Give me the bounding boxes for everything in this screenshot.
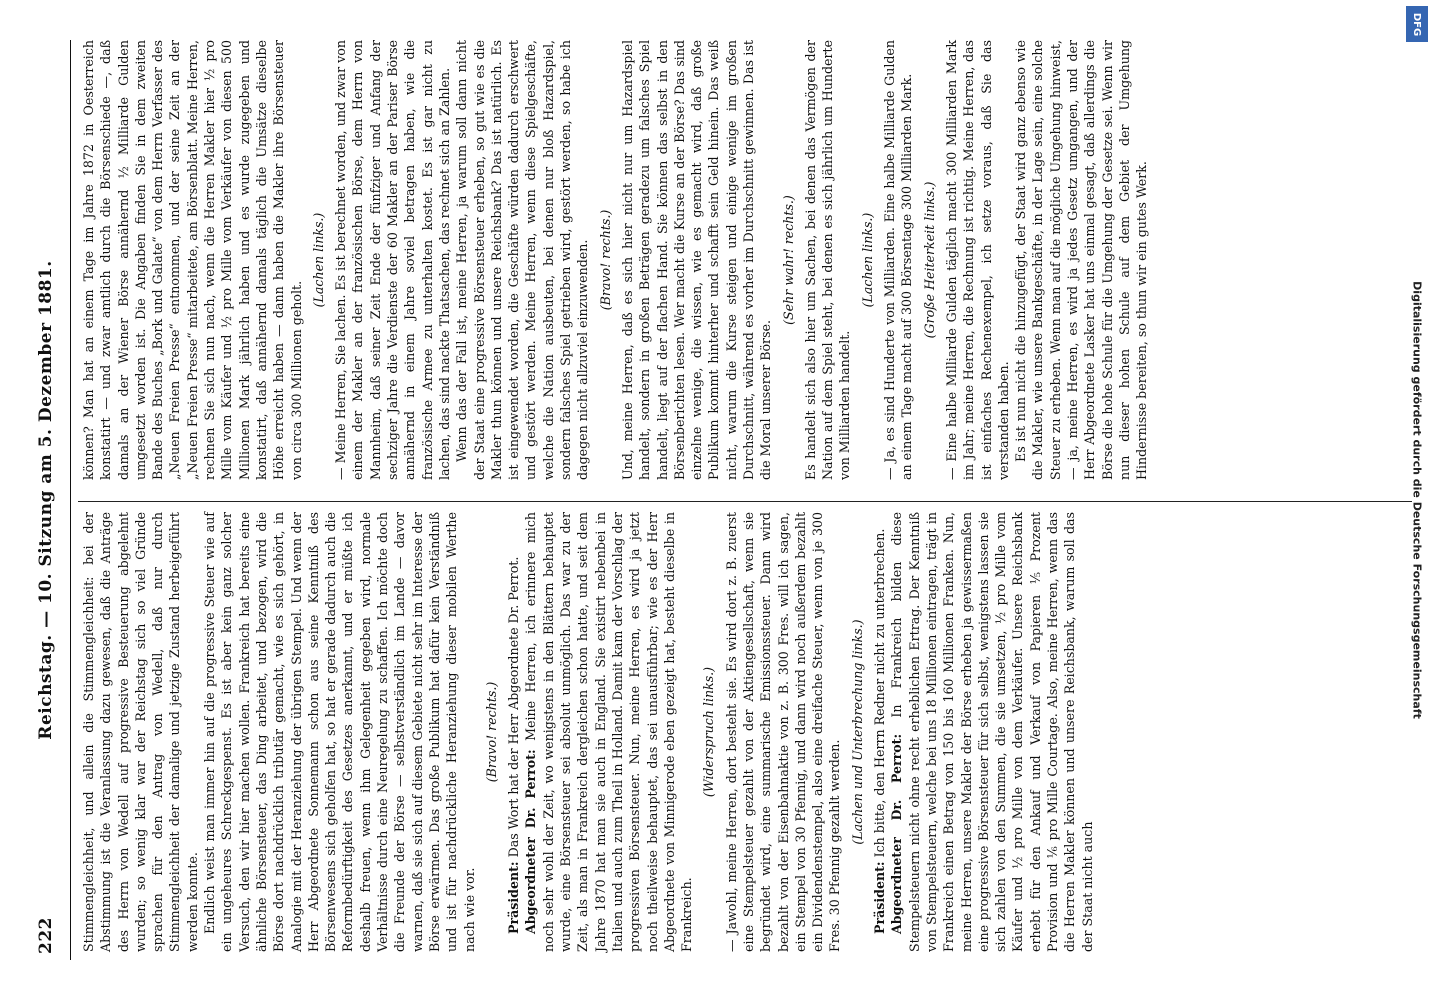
body-paragraph: Stimmengleichheit, und allein die Stimmengleichheit: bei der Abstimmung ist die Veranlassung dazu gewesen, daß die Anträge des Herrn von Wedell auf progressive Besteuerung abgelehnt wurden; so wenig klar war der Reichstag sich so viel Gründe sprachen für den Antrag von Wedell, daß nur durch Stimmengleichheit der damalige und jetzige Zustand herbeigeführt werden konnte. xyxy=(81,512,200,952)
body-paragraph: Endlich weist man immer hin auf die progressive Steuer wie auf ein ungeheures Schreckgespenst. Es ist aber kein ganz solcher Versuch, den wir hier machen wollen. Frankreich hat bereits eine ähnliche Börsensteuer, das Ding arbeitet, und bezogen, wird die Börse dort nachdrücklich tributär gemacht, wie es sich gehört, in Analogie mit der Heranziehung der übrigen Stempel. Und wenn der Herr Abgeordnete Sonnemann schon aus seine Kenntniß des Börsenwesens sich geholfen hat, so hat er gerade dadurch auch die Reformbedürftigkeit des Gesetzes anerkannt, und er müßte ich deshalb freuen, wenn ihm Gelegenheit gegeben wird, normale Verhältnisse durch eine Neuregelung zu schaffen. Ich möchte doch die Freunde der Börse — selbstverständlich im Lande — davor warnen, daß sie sich auf diesem Gebiete nicht sehr im Interesse der Börse erwärmen. Das große Publikum hat dafür kein Verständniß und ist für nachdrückliche Heranziehung dieser mobilen Werthe nach wie vor. xyxy=(202,512,477,952)
reaction-note: (Bravo! rechts.) xyxy=(597,209,613,311)
body-paragraph: — Meine Herren, Sie lachen. Es ist berechnet worden, und zwar von einem der Makler an der französischen Börse, dem Herrn von Mannheim, daß seiner Zeit Ende der fünfziger und Anfang der sechziger Jahre die Verdienste der 60 Makler an der Pariser Börse annähernd in einem Jahre soviel betragen haben, wie die französische Armee zu unterhalten kostet. Es ist gar nicht zu lachen, das sind nackte Thatsachen, das rechnet sich an Zahlen. xyxy=(333,40,452,480)
reaction-note: (Bravo! rechts.) xyxy=(483,681,499,783)
speech-text: In Frankreich bilden diese Stempelsteuern nicht ohne recht erheblichen Ertrag. Der Kenntniß von Stempelsteuern, welche bei uns 18 Millionen eintragen, trägt in Frankreich einen Betrag von 150 bis 160 Millionen Franken. Nun, meine Herren, unsere Makler der Börse erheben ja gewissermaßen eine progressive Börsensteuer für sich selbst, wenigstens lassen sie sich zahlen von den Summen, die sie umsetzen, ½ pro Mille vom Käufer und ½ pro Mille von dem Verkäufer. Unsere Reichsbank erhebt für den Ankauf und Verkauf von Papieren ⅕ Prozent Provision und ⅙ pro Mille Courtage. Also, meine Herren, wenn das die Herren Makler können und unsere Reichsbank, warum soll das der Staat nicht auch xyxy=(889,512,1095,952)
reaction-note: (Lachen links.) xyxy=(310,212,326,308)
speaker-name: Präsident: xyxy=(872,861,888,934)
body-paragraph: Wenn das der Fall ist, meine Herren, ja warum soll dann nicht der Staat eine progressive Börsensteuer erheben, so gut wie es die Makler thun können und unsere Reichsbank? Das ist natürlich. Es ist eingewendet worden, die Geschäfte würden dadurch erschwert und gestört werden. Meine Herren, wenn diese Spielgeschäfte, welche die Nation ausbeuten, bei denen nur bloß Hazardspiel, sondern falsches Spiel getrieben wird, gestört werden, so habe ich dagegen nicht allzuviel einzuwenden. xyxy=(454,40,591,480)
right-column xyxy=(80,40,1151,480)
page-header xyxy=(36,40,66,960)
running-title: Reichstag. — 10. Sitzung am 5. Dezember 1881. xyxy=(36,260,56,740)
page-number: 222 xyxy=(36,917,56,954)
left-column xyxy=(80,512,1096,952)
column-divider xyxy=(78,501,1412,502)
body-paragraph: — Ja, es sind Hunderte von Milliarden. Eine halbe Milliarde Gulden an einem Tage macht auf 300 Börsentage 300 Milliarden Mark. xyxy=(882,40,915,480)
speech-paragraph xyxy=(888,512,1096,952)
speech-paragraph xyxy=(505,512,522,952)
body-paragraph: — Eine halbe Milliarde Gulden täglich macht 300 Milliarden Mark im Jahr; meine Herren, die Rechnung ist richtig. Meine Herren, das ist einfaches Rechenexempel, ich setze voraus, daß Sie das verstanden haben. xyxy=(943,40,1011,480)
speech-text: Das Wort hat der Herr Abgeordnete Dr. Perrot. xyxy=(506,556,522,858)
speaker-name: Abgeordneter Dr. Perrot: xyxy=(523,749,539,934)
reaction-note: (Lachen links.) xyxy=(859,212,875,308)
body-paragraph: können? Man hat an einem Tage im Jahre 1872 in Oesterreich konstatirt — und zwar amtlich durch die Börsenschiede —, daß damals an der Wiener Börse annähernd ½ Milliarde Gulden umgesetzt worden ist. Die Angaben finden Sie in dem zweiten Bande des Buches „Bork und Galate“ von dem Herrn Verfasser des „Neuen Freien Presse“ entnommen, und der seine Zeit an der „Neuen Freien Presse“ mitarbeitete, am Börsenblatt. Meine Herren, rechnen Sie sich nun nach, wenn die Herren Makler hier ½ pro Mille vom Käufer und ½ pro Mille vom Verkäufer von diesen 500 Millionen Mark jährlich haben und es wurde zugegeben und konstatirt, daß annähernd damals täglich die Umsätze dieselbe Höhe erreicht haben — dann haben die Makler ihre Börsensteuer von circa 300 Millionen geholt. xyxy=(81,40,304,480)
speech-paragraph xyxy=(871,512,888,952)
dfg-logo: DFG xyxy=(1406,6,1428,42)
speech-text: Meine Herren, ich erinnere mich noch sehr wohl der Zeit, wo wenigstens in den Blättern behauptet wurde, eine Börsensteuer sei absolut unmöglich. Das war zu der Zeit, als man in Frankreich dergleichen schon hatte, und seit dem Jahre 1870 hat man sie auch in England. Sie existirt nebenbei in Italien und auch zum Theil in Holland. Damit kam der Vorschlag der progressiven Börsensteuer. Nun, meine Herren, es wird ja jetzt noch theilweise behauptet, das sei unausführbar; wie es der Herr Abgeordnete von Minnigerode eben gezeigt hat, besteht dieselbe in Frankreich. xyxy=(523,512,695,952)
reaction-note: (Widerspruch links.) xyxy=(701,666,717,798)
body-paragraph: Es ist nun nicht die hinzugefügt, der Staat wird ganz ebenso wie die Makler, wie unsere Bankgeschäfte, in der Lage sein, eine solche Steuer zu erheben. Wenn man auf die mögliche Umgehung hinweist, — ja, meine Herren, es wird ja jedes Gesetz umgangen, und der Herr Abgeordnete Lasker hat uns einmal gesagt, daß allerdings die Börse die hohe Schule für die Umgehung der Gesetze sei. Wenn wir nun dieser hohen Schule auf dem Gebiet der Umgehung Hindernisse bereiten, so thun wir ein gutes Werk. xyxy=(1013,40,1150,480)
reaction-note: (Große Heiterkeit links.) xyxy=(921,181,937,339)
body-paragraph: Es handelt sich also hier um Sachen, bei denen das Vermögen der Nation auf dem Spiel steht, bei denen es sich jährlich um Hunderte von Milliarden handelt. xyxy=(802,40,853,480)
digitization-sidebar xyxy=(1402,0,1432,1000)
speaker-name: Abgeordneter Dr. Perrot: xyxy=(889,733,905,934)
speech-text: Ich bitte, den Herrn Redner nicht zu unterbrechen. xyxy=(872,528,888,858)
reaction-note: (Lachen und Unterbrechung links.) xyxy=(849,619,865,845)
speech-paragraph xyxy=(522,512,695,952)
reaction-note: (Sehr wahr! rechts.) xyxy=(780,195,796,325)
body-paragraph: Und, meine Herren, daß es sich hier nicht nur um Hazardspiel handelt, sondern in großen Beträgen geradezu um falsches Spiel handelt, liegt auf der flachen Hand. Sie können das selbst in den Börsenberichten lesen. Wer macht die Kurse an der Börse? Das sind einzelne wenige, die wissen, wie es gemacht wird, daß große Publikum kommt hinterher und schafft sein Geld hinein. Das weiß nicht, warum die Kurse steigen und einige wenige im großen Durchschnitt, während es vorher im Durchschnitt gewinnen. Das ist die Moral unserer Börse. xyxy=(619,40,774,480)
header-rule xyxy=(70,40,71,960)
digitization-credit: Digitalisierung gefördert durch die Deutsche Forschungsgemeinschaft xyxy=(1410,281,1424,719)
body-paragraph: — Jawohl, meine Herren, dort besteht sie. Es wird dort z. B. zuerst eine Stempelsteuer gezahlt von der Aktiengesellschaft, wenn sie begründet wird, eine summarische Emissionssteuer. Dann wird bezahlt von der Eisenbahnaktie von z. B. 300 Fres. will ich sagen, ein Stempel von 30 Pfennig, und dann wird noch außerdem bezahlt ein Dividendenstempel, also eine dreifache Steuer, wenn von je 300 Fres. 30 Pfennig gezahlt werden. xyxy=(723,512,843,952)
speaker-name: Präsident: xyxy=(506,861,522,934)
